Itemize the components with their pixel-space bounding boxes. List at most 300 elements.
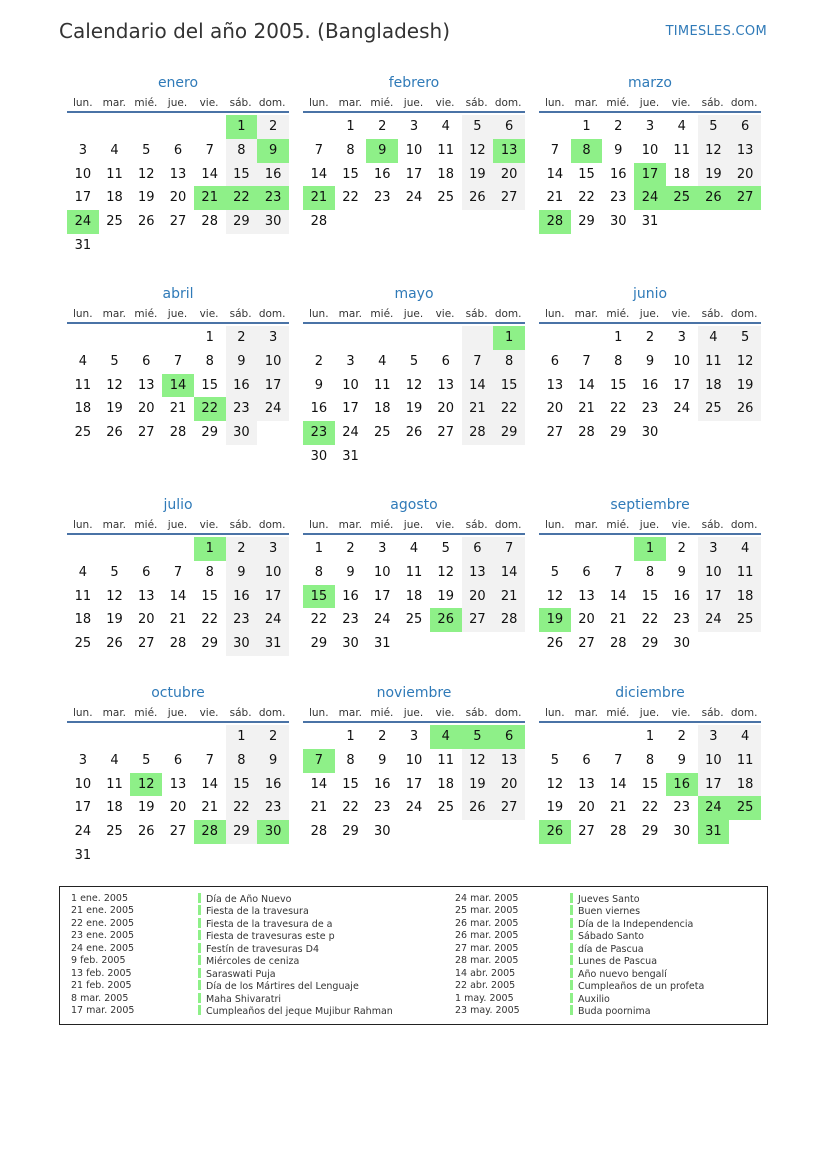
day-cell[interactable]: 2	[645, 330, 655, 345]
day-cell[interactable]: 25	[106, 214, 123, 230]
day-cell[interactable]: 12	[698, 139, 730, 163]
day-cell[interactable]: 24	[405, 190, 423, 206]
day-cell[interactable]: 16	[342, 588, 359, 604]
day-cell[interactable]: 7	[550, 142, 559, 158]
day-cell[interactable]: 19	[729, 374, 761, 398]
day-cell[interactable]: 22	[342, 800, 359, 816]
day-cell[interactable]: 9	[677, 752, 686, 768]
day-cell[interactable]: 7	[173, 564, 183, 580]
day-cell[interactable]: 26	[138, 214, 155, 230]
day-cell[interactable]: 10	[74, 776, 92, 792]
day-cell[interactable]: 31	[641, 214, 659, 230]
day-cell[interactable]: 25	[74, 636, 92, 652]
day-cell[interactable]: 16	[226, 585, 258, 609]
day-cell[interactable]: 30	[610, 214, 627, 230]
day-cell[interactable]: 3	[257, 326, 289, 350]
day-cell[interactable]: 23	[226, 608, 258, 632]
day-cell[interactable]: 1	[645, 729, 655, 744]
day-cell[interactable]: 21	[303, 186, 335, 210]
day-cell[interactable]: 25	[106, 824, 123, 840]
day-cell[interactable]: 22	[226, 796, 258, 820]
day-cell[interactable]: 21	[201, 800, 218, 816]
day-cell[interactable]: 29	[226, 210, 258, 234]
day-cell[interactable]: 22	[610, 401, 627, 417]
day-cell[interactable]: 23	[374, 190, 391, 206]
day-cell[interactable]: 3	[698, 725, 730, 749]
day-cell[interactable]: 9	[226, 561, 258, 585]
day-cell[interactable]: 9	[257, 749, 289, 773]
day-cell[interactable]: 25	[729, 608, 761, 632]
day-cell[interactable]: 13	[729, 139, 761, 163]
day-cell[interactable]: 12	[106, 377, 123, 393]
day-cell[interactable]: 4	[441, 119, 450, 134]
day-cell[interactable]: 11	[106, 166, 123, 182]
day-cell[interactable]: 6	[441, 353, 450, 369]
day-cell[interactable]: 2	[378, 119, 387, 134]
day-cell[interactable]: 6	[173, 752, 183, 768]
day-cell[interactable]: 8	[493, 350, 525, 374]
day-cell[interactable]: 3	[677, 330, 686, 345]
day-cell[interactable]: 5	[409, 353, 419, 369]
day-cell[interactable]: 4	[378, 353, 387, 369]
day-cell[interactable]: 11	[106, 776, 123, 792]
day-cell[interactable]: 7	[582, 353, 591, 369]
day-cell[interactable]: 16	[666, 773, 698, 797]
day-cell[interactable]: 24	[257, 397, 289, 421]
day-cell[interactable]: 2	[226, 326, 258, 350]
day-cell[interactable]: 8	[226, 139, 258, 163]
day-cell[interactable]: 14	[169, 588, 187, 604]
day-cell[interactable]: 1	[314, 541, 323, 556]
day-cell[interactable]: 3	[409, 119, 419, 134]
day-cell[interactable]: 29	[641, 636, 659, 652]
day-cell[interactable]: 19	[539, 608, 571, 632]
day-cell[interactable]: 20	[169, 190, 187, 206]
day-cell[interactable]: 4	[729, 537, 761, 561]
day-cell[interactable]: 18	[437, 166, 454, 182]
day-cell[interactable]: 14	[546, 166, 564, 182]
day-cell[interactable]: 26	[539, 820, 571, 844]
day-cell[interactable]: 23	[257, 186, 289, 210]
day-cell[interactable]: 5	[698, 115, 730, 139]
day-cell[interactable]: 20	[546, 401, 564, 417]
day-cell[interactable]: 5	[110, 353, 119, 369]
day-cell[interactable]: 29	[641, 824, 659, 840]
day-cell[interactable]: 12	[546, 776, 564, 792]
day-cell[interactable]: 4	[698, 326, 730, 350]
day-cell[interactable]: 7	[614, 564, 623, 580]
day-cell[interactable]: 4	[430, 725, 462, 749]
day-cell[interactable]: 10	[405, 752, 423, 768]
day-cell[interactable]: 13	[169, 776, 187, 792]
day-cell[interactable]: 1	[226, 725, 258, 749]
day-cell[interactable]: 28	[610, 824, 627, 840]
day-cell[interactable]: 1	[493, 326, 525, 350]
day-cell[interactable]: 15	[641, 588, 659, 604]
day-cell[interactable]: 28	[169, 636, 187, 652]
day-cell[interactable]: 13	[493, 139, 525, 163]
day-cell[interactable]: 7	[303, 749, 335, 773]
day-cell[interactable]: 18	[106, 190, 123, 206]
day-cell[interactable]: 20	[729, 163, 761, 187]
day-cell[interactable]: 19	[106, 401, 123, 417]
day-cell[interactable]: 7	[205, 142, 214, 158]
day-cell[interactable]: 13	[138, 377, 155, 393]
day-cell[interactable]: 24	[698, 608, 730, 632]
day-cell[interactable]: 12	[462, 749, 494, 773]
day-cell[interactable]: 30	[673, 636, 690, 652]
day-cell[interactable]: 2	[614, 119, 623, 134]
day-cell[interactable]: 1	[194, 537, 226, 561]
day-cell[interactable]: 17	[74, 190, 92, 206]
day-cell[interactable]: 10	[698, 749, 730, 773]
day-cell[interactable]: 14	[578, 377, 595, 393]
day-cell[interactable]: 20	[493, 163, 525, 187]
day-cell[interactable]: 15	[641, 776, 659, 792]
day-cell[interactable]: 26	[138, 824, 155, 840]
day-cell[interactable]: 16	[673, 588, 690, 604]
day-cell[interactable]: 23	[257, 796, 289, 820]
day-cell[interactable]: 19	[698, 163, 730, 187]
day-cell[interactable]: 1	[346, 729, 355, 744]
day-cell[interactable]: 7	[205, 752, 214, 768]
day-cell[interactable]: 29	[610, 425, 627, 441]
day-cell[interactable]: 8	[226, 749, 258, 773]
day-cell[interactable]: 5	[550, 564, 559, 580]
day-cell[interactable]: 10	[698, 561, 730, 585]
day-cell[interactable]: 7	[614, 752, 623, 768]
day-cell[interactable]: 29	[578, 214, 595, 230]
day-cell[interactable]: 15	[342, 776, 359, 792]
day-cell[interactable]: 19	[138, 800, 155, 816]
day-cell[interactable]: 6	[142, 353, 151, 369]
day-cell[interactable]: 2	[346, 541, 355, 556]
day-cell[interactable]: 27	[546, 425, 564, 441]
day-cell[interactable]: 11	[374, 377, 391, 393]
day-cell[interactable]: 15	[342, 166, 359, 182]
day-cell[interactable]: 24	[74, 824, 92, 840]
day-cell[interactable]: 26	[106, 636, 123, 652]
day-cell[interactable]: 25	[666, 186, 698, 210]
day-cell[interactable]: 12	[462, 139, 494, 163]
day-cell[interactable]: 5	[110, 564, 119, 580]
day-cell[interactable]: 4	[677, 119, 686, 134]
day-cell[interactable]: 27	[437, 425, 454, 441]
day-cell[interactable]: 26	[462, 186, 494, 210]
day-cell[interactable]: 27	[462, 608, 494, 632]
day-cell[interactable]: 18	[729, 585, 761, 609]
day-cell[interactable]: 23	[226, 397, 258, 421]
day-cell[interactable]: 27	[578, 824, 595, 840]
day-cell[interactable]: 8	[314, 564, 323, 580]
day-cell[interactable]: 30	[342, 636, 359, 652]
day-cell[interactable]: 21	[462, 397, 494, 421]
day-cell[interactable]: 22	[578, 190, 595, 206]
day-cell[interactable]: 28	[201, 214, 218, 230]
day-cell[interactable]: 19	[437, 588, 454, 604]
day-cell[interactable]: 1	[346, 119, 355, 134]
day-cell[interactable]: 3	[409, 729, 419, 744]
day-cell[interactable]: 20	[138, 401, 155, 417]
day-cell[interactable]: 23	[374, 800, 391, 816]
day-cell[interactable]: 27	[578, 636, 595, 652]
day-cell[interactable]: 25	[437, 800, 454, 816]
day-cell[interactable]: 17	[257, 585, 289, 609]
brand-logo-text[interactable]: TIMESLES.COM	[665, 24, 767, 39]
day-cell[interactable]: 3	[346, 353, 355, 369]
day-cell[interactable]: 23	[342, 612, 359, 628]
day-cell[interactable]: 28	[462, 421, 494, 445]
day-cell[interactable]: 2	[677, 541, 686, 556]
day-cell[interactable]: 5	[142, 142, 151, 158]
day-cell[interactable]: 1	[582, 119, 591, 134]
day-cell[interactable]: 7	[173, 353, 183, 369]
day-cell[interactable]: 21	[610, 800, 627, 816]
day-cell[interactable]: 30	[310, 448, 328, 464]
day-cell[interactable]: 28	[493, 608, 525, 632]
day-cell[interactable]: 11	[698, 350, 730, 374]
day-cell[interactable]: 8	[645, 752, 655, 768]
day-cell[interactable]: 29	[342, 824, 359, 840]
day-cell[interactable]: 28	[169, 425, 187, 441]
day-cell[interactable]: 9	[378, 752, 387, 768]
day-cell[interactable]: 12	[729, 350, 761, 374]
day-cell[interactable]: 6	[550, 353, 559, 369]
day-cell[interactable]: 16	[610, 166, 627, 182]
day-cell[interactable]: 13	[493, 749, 525, 773]
day-cell[interactable]: 16	[257, 163, 289, 187]
day-cell[interactable]: 31	[698, 820, 730, 844]
day-cell[interactable]: 24	[67, 210, 99, 234]
day-cell[interactable]: 18	[106, 800, 123, 816]
day-cell[interactable]: 17	[634, 163, 666, 187]
day-cell[interactable]: 13	[578, 776, 595, 792]
day-cell[interactable]: 6	[493, 115, 525, 139]
day-cell[interactable]: 30	[226, 421, 258, 445]
day-cell[interactable]: 18	[437, 776, 454, 792]
day-cell[interactable]: 8	[346, 142, 355, 158]
day-cell[interactable]: 6	[493, 725, 525, 749]
day-cell[interactable]: 7	[462, 350, 494, 374]
day-cell[interactable]: 25	[698, 397, 730, 421]
day-cell[interactable]: 19	[405, 401, 423, 417]
day-cell[interactable]: 21	[310, 800, 328, 816]
day-cell[interactable]: 12	[546, 588, 564, 604]
day-cell[interactable]: 2	[677, 729, 686, 744]
day-cell[interactable]: 6	[462, 537, 494, 561]
day-cell[interactable]: 2	[314, 353, 323, 369]
day-cell[interactable]: 11	[437, 752, 454, 768]
day-cell[interactable]: 11	[729, 561, 761, 585]
day-cell[interactable]: 24	[673, 401, 690, 417]
day-cell[interactable]: 6	[729, 115, 761, 139]
day-cell[interactable]: 27	[493, 796, 525, 820]
day-cell[interactable]: 17	[74, 800, 92, 816]
day-cell[interactable]: 8	[571, 139, 603, 163]
day-cell[interactable]: 31	[74, 847, 92, 863]
day-cell[interactable]: 1	[226, 115, 258, 139]
day-cell[interactable]: 24	[257, 608, 289, 632]
day-cell[interactable]: 19	[462, 773, 494, 797]
day-cell[interactable]: 18	[74, 401, 92, 417]
day-cell[interactable]: 24	[374, 612, 391, 628]
day-cell[interactable]: 11	[673, 142, 690, 158]
day-cell[interactable]: 27	[169, 214, 187, 230]
day-cell[interactable]: 31	[342, 448, 359, 464]
day-cell[interactable]: 10	[641, 142, 659, 158]
day-cell[interactable]: 3	[645, 119, 655, 134]
day-cell[interactable]: 28	[539, 210, 571, 234]
day-cell[interactable]: 22	[310, 612, 328, 628]
day-cell[interactable]: 23	[303, 421, 335, 445]
day-cell[interactable]: 15	[201, 588, 218, 604]
day-cell[interactable]: 5	[462, 115, 494, 139]
day-cell[interactable]: 4	[110, 142, 119, 158]
day-cell[interactable]: 26	[430, 608, 462, 632]
day-cell[interactable]: 28	[310, 824, 328, 840]
day-cell[interactable]: 29	[201, 636, 218, 652]
day-cell[interactable]: 20	[462, 585, 494, 609]
day-cell[interactable]: 16	[226, 374, 258, 398]
day-cell[interactable]: 16	[641, 377, 659, 393]
day-cell[interactable]: 21	[169, 612, 187, 628]
day-cell[interactable]: 21	[610, 612, 627, 628]
day-cell[interactable]: 19	[138, 190, 155, 206]
day-cell[interactable]: 23	[673, 800, 690, 816]
day-cell[interactable]: 14	[310, 776, 328, 792]
day-cell[interactable]: 23	[641, 401, 659, 417]
day-cell[interactable]: 10	[374, 564, 391, 580]
day-cell[interactable]: 2	[257, 725, 289, 749]
day-cell[interactable]: 31	[74, 237, 92, 253]
day-cell[interactable]: 14	[162, 374, 194, 398]
day-cell[interactable]: 14	[610, 776, 627, 792]
day-cell[interactable]: 18	[673, 166, 690, 182]
day-cell[interactable]: 5	[142, 752, 151, 768]
day-cell[interactable]: 8	[205, 564, 214, 580]
day-cell[interactable]: 16	[374, 776, 391, 792]
day-cell[interactable]: 30	[257, 210, 289, 234]
day-cell[interactable]: 29	[310, 636, 328, 652]
day-cell[interactable]: 26	[462, 796, 494, 820]
day-cell[interactable]: 10	[673, 353, 690, 369]
day-cell[interactable]: 8	[346, 752, 355, 768]
day-cell[interactable]: 31	[374, 636, 391, 652]
day-cell[interactable]: 20	[169, 800, 187, 816]
day-cell[interactable]: 7	[493, 537, 525, 561]
day-cell[interactable]: 20	[437, 401, 454, 417]
day-cell[interactable]: 6	[173, 142, 183, 158]
day-cell[interactable]: 27	[138, 425, 155, 441]
day-cell[interactable]: 13	[546, 377, 564, 393]
day-cell[interactable]: 30	[226, 632, 258, 656]
day-cell[interactable]: 24	[634, 186, 666, 210]
day-cell[interactable]: 11	[405, 564, 423, 580]
day-cell[interactable]: 14	[201, 776, 218, 792]
day-cell[interactable]: 3	[257, 537, 289, 561]
day-cell[interactable]: 8	[614, 353, 623, 369]
day-cell[interactable]: 15	[578, 166, 595, 182]
day-cell[interactable]: 25	[74, 425, 92, 441]
day-cell[interactable]: 9	[226, 350, 258, 374]
day-cell[interactable]: 30	[641, 425, 659, 441]
day-cell[interactable]: 2	[257, 115, 289, 139]
day-cell[interactable]: 8	[645, 564, 655, 580]
day-cell[interactable]: 22	[201, 612, 218, 628]
day-cell[interactable]: 17	[698, 773, 730, 797]
day-cell[interactable]: 9	[314, 377, 323, 393]
day-cell[interactable]: 10	[257, 561, 289, 585]
day-cell[interactable]: 20	[578, 612, 595, 628]
day-cell[interactable]: 19	[546, 800, 564, 816]
day-cell[interactable]: 21	[194, 186, 226, 210]
day-cell[interactable]: 7	[314, 142, 323, 158]
day-cell[interactable]: 17	[698, 585, 730, 609]
day-cell[interactable]: 24	[698, 796, 730, 820]
day-cell[interactable]: 28	[610, 636, 627, 652]
day-cell[interactable]: 17	[342, 401, 359, 417]
day-cell[interactable]: 14	[310, 166, 328, 182]
day-cell[interactable]: 13	[578, 588, 595, 604]
day-cell[interactable]: 21	[493, 585, 525, 609]
day-cell[interactable]: 11	[729, 749, 761, 773]
day-cell[interactable]: 12	[437, 564, 454, 580]
day-cell[interactable]: 24	[342, 425, 359, 441]
day-cell[interactable]: 9	[645, 353, 655, 369]
day-cell[interactable]: 25	[437, 190, 454, 206]
day-cell[interactable]: 6	[582, 564, 591, 580]
day-cell[interactable]: 21	[578, 401, 595, 417]
day-cell[interactable]: 1	[614, 330, 623, 345]
day-cell[interactable]: 18	[698, 374, 730, 398]
day-cell[interactable]: 23	[673, 612, 690, 628]
day-cell[interactable]: 26	[546, 636, 564, 652]
day-cell[interactable]: 9	[614, 142, 623, 158]
day-cell[interactable]: 27	[493, 186, 525, 210]
day-cell[interactable]: 13	[437, 377, 454, 393]
day-cell[interactable]: 11	[74, 588, 92, 604]
day-cell[interactable]: 30	[374, 824, 391, 840]
day-cell[interactable]: 22	[342, 190, 359, 206]
day-cell[interactable]: 11	[437, 142, 454, 158]
day-cell[interactable]: 16	[257, 773, 289, 797]
day-cell[interactable]: 17	[257, 374, 289, 398]
day-cell[interactable]: 3	[78, 142, 87, 158]
day-cell[interactable]: 14	[462, 374, 494, 398]
day-cell[interactable]: 25	[405, 612, 423, 628]
day-cell[interactable]: 29	[493, 421, 525, 445]
day-cell[interactable]: 30	[673, 824, 690, 840]
day-cell[interactable]: 13	[169, 166, 187, 182]
day-cell[interactable]: 2	[226, 537, 258, 561]
day-cell[interactable]: 15	[226, 773, 258, 797]
day-cell[interactable]: 2	[378, 729, 387, 744]
day-cell[interactable]: 13	[138, 588, 155, 604]
day-cell[interactable]: 22	[641, 800, 659, 816]
day-cell[interactable]: 5	[441, 541, 450, 556]
day-cell[interactable]: 19	[462, 163, 494, 187]
day-cell[interactable]: 6	[142, 564, 151, 580]
day-cell[interactable]: 5	[729, 326, 761, 350]
day-cell[interactable]: 3	[78, 752, 87, 768]
day-cell[interactable]: 17	[405, 776, 423, 792]
day-cell[interactable]: 28	[578, 425, 595, 441]
day-cell[interactable]: 9	[346, 564, 355, 580]
day-cell[interactable]: 4	[78, 564, 87, 580]
day-cell[interactable]: 12	[138, 166, 155, 182]
day-cell[interactable]: 22	[226, 186, 258, 210]
day-cell[interactable]: 9	[677, 564, 686, 580]
